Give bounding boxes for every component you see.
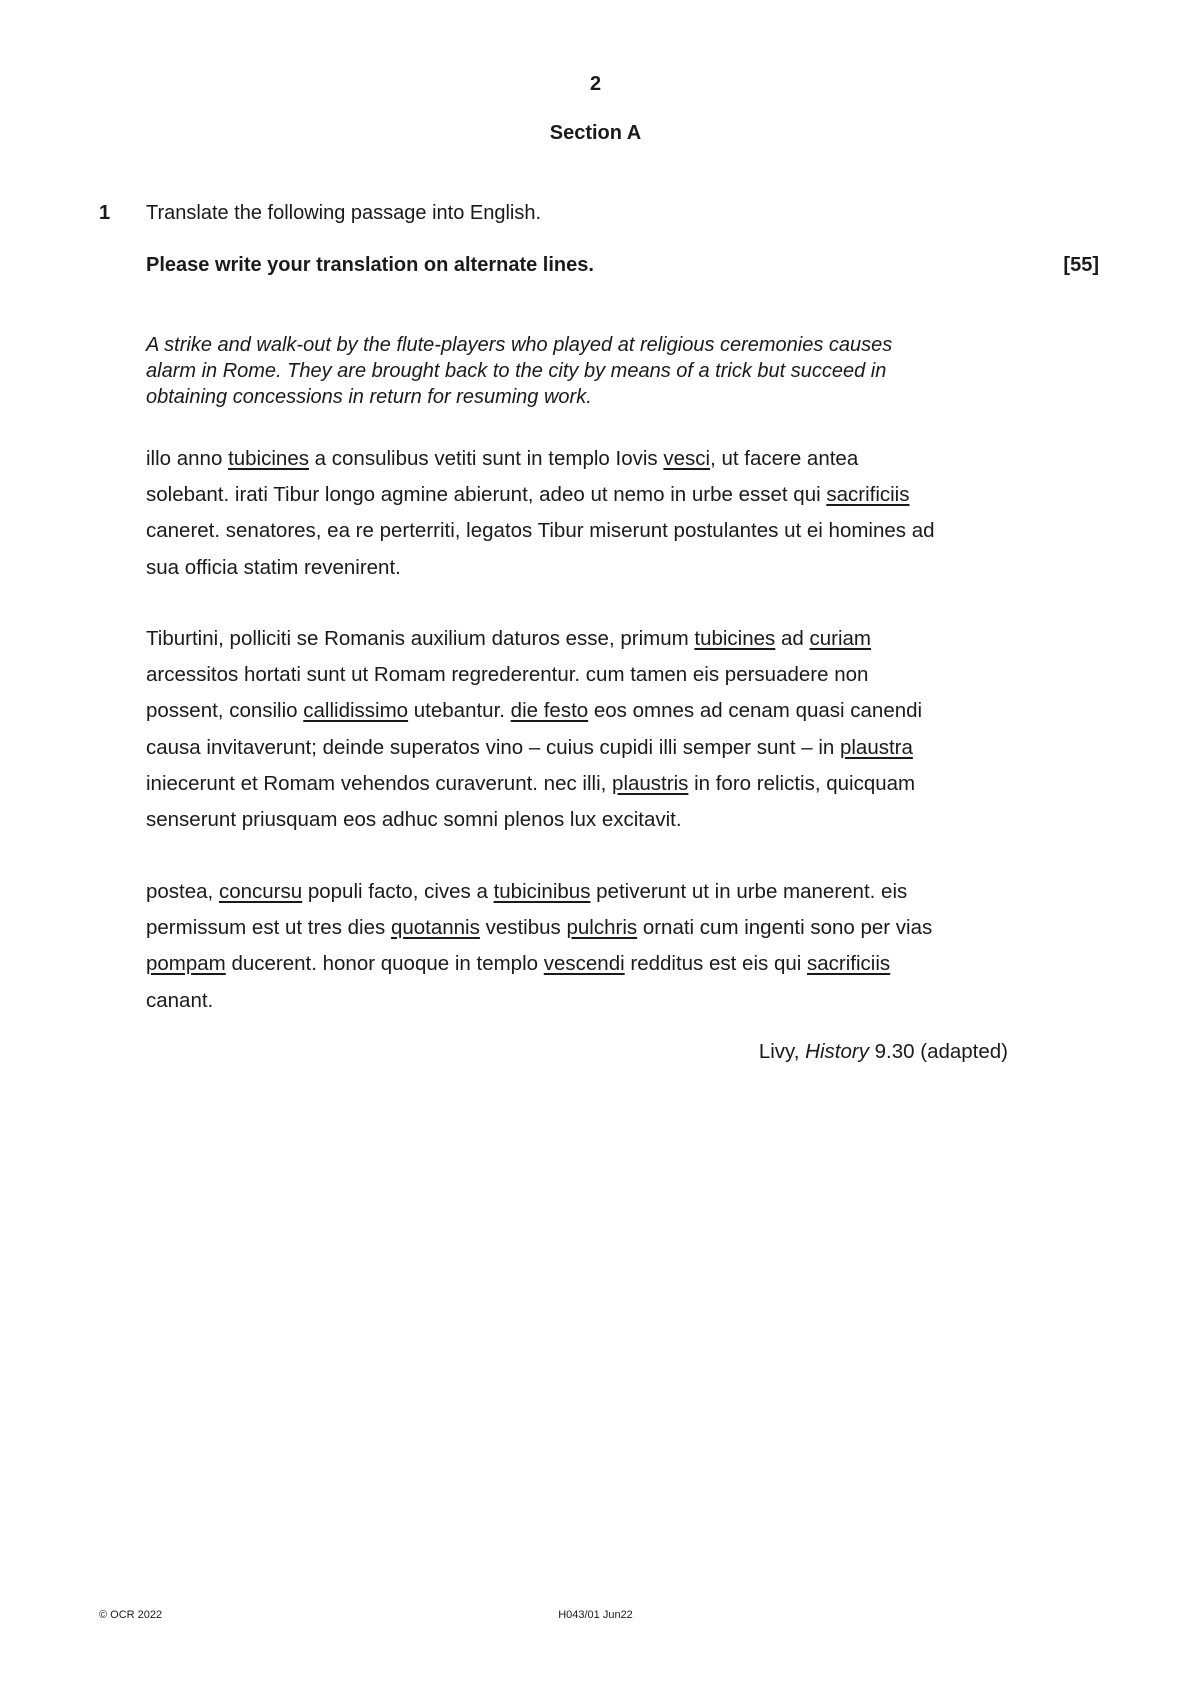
passage-text: Tiburtini, polliciti se Romanis auxilium daturos esse, primum (146, 627, 695, 650)
passage-line (146, 441, 1026, 477)
passage-line (146, 766, 1026, 802)
passage-text: possent, consilio (146, 699, 304, 723)
glossed-word: callidissimo (303, 699, 409, 723)
passage-text: , ut facere antea (710, 447, 859, 470)
intro-line: A strike and walk-out by the flute-players who played at religious ceremonies causes (146, 334, 893, 356)
latin-paragraph-1 (146, 441, 1026, 586)
passage-text: utebantur. (408, 699, 511, 723)
marks-allocation: [55] (1063, 254, 1099, 276)
passage-line (146, 477, 1026, 513)
citation-work: History (805, 1040, 869, 1063)
question-number: 1 (99, 202, 111, 224)
passage-line (146, 946, 1026, 982)
intro-line: alarm in Rome. They are brought back to the city by means of a trick but succeed in (146, 360, 887, 382)
passage-line (146, 693, 1026, 729)
passage-text: ad (775, 627, 810, 650)
section-title: Section A (549, 122, 642, 144)
passage-text: postea, (146, 880, 219, 903)
glossed-word: plaustra (839, 735, 913, 759)
glossed-word: tubicines (694, 627, 776, 650)
passage-line (146, 550, 1026, 586)
passage-text: senserunt priusquam eos adhuc somni plenos lux excitavit. (146, 808, 682, 832)
translation-instruction: Please write your translation on alternate lines. (146, 254, 594, 276)
citation-reference: 9.30 (adapted) (868, 1040, 1008, 1063)
passage-text: solebant. irati Tibur longo agmine abierunt, adeo ut nemo in urbe esset qui (146, 483, 827, 507)
citation-author: Livy, (758, 1040, 806, 1063)
latin-paragraph-2 (146, 621, 1026, 838)
glossed-word: sacrificiis (826, 483, 910, 507)
passage-line (146, 730, 1026, 766)
passage-text: sua officia statim revenirent. (146, 555, 401, 579)
passage-text: causa invitaverunt; deinde superatos vino – cuius cupidi illi semper sunt – in (146, 735, 840, 759)
passage-line (146, 657, 1026, 693)
glossed-word: die festo (510, 699, 589, 723)
glossed-word: vescendi (543, 952, 625, 976)
glossed-word: sacrificiis (807, 952, 891, 976)
glossed-word: pompam (146, 952, 226, 976)
passage-line (146, 874, 1026, 910)
passage-text: iniecerunt et Romam vehendos curaverunt. nec illi, (146, 771, 613, 795)
glossed-word: tubicinibus (493, 880, 591, 903)
question-instruction: Translate the following passage into English. (146, 202, 542, 224)
passage-line (146, 621, 1026, 657)
passage-text: canant. (146, 988, 214, 1012)
source-citation (759, 1040, 1008, 1064)
passage-text: in foro relictis, quicquam (688, 771, 916, 795)
glossed-word: tubicines (228, 447, 309, 470)
glossed-word: concursu (218, 880, 303, 903)
passage-text: illo anno (146, 447, 229, 470)
passage-text: arcessitos hortati sunt ut Romam regrederentur. cum tamen eis persuadere non (146, 663, 869, 687)
passage-line (146, 983, 1026, 1019)
passage-text: ornati cum ingenti sono per vias (637, 916, 933, 940)
passage-text: populi facto, cives a (302, 880, 494, 903)
glossed-word: curiam (809, 627, 872, 650)
passage-line (146, 802, 1026, 838)
intro-line: obtaining concessions in return for resuming work. (146, 386, 592, 408)
passage-text: ducerent. honor quoque in templo (225, 952, 544, 976)
passage-text: eos omnes ad cenam quasi canendi (588, 699, 923, 723)
passage-introduction (146, 332, 1006, 410)
passage-line (146, 910, 1026, 946)
passage-text: vestibus (479, 916, 567, 940)
passage-text: a consulibus vetiti sunt in templo Iovis (308, 447, 664, 470)
footer-copyright: © OCR 2022 (99, 1609, 163, 1621)
latin-paragraph-3 (146, 874, 1026, 1019)
passage-text: petiverunt ut in urbe manerent. eis (590, 880, 908, 903)
page-number: 2 (589, 73, 602, 95)
passage-text: redditus est eis qui (624, 952, 807, 976)
glossed-word: pulchris (566, 916, 638, 940)
passage-text: permissum est ut tres dies (146, 916, 391, 940)
passage-text: caneret. senatores, ea re perterriti, legatos Tibur miserunt postulantes ut ei homines ad (146, 519, 935, 543)
passage-line (146, 513, 1026, 549)
footer-paper-code: H043/01 Jun22 (558, 1609, 633, 1621)
glossed-word: quotannis (390, 916, 480, 940)
glossed-word: vesci (663, 447, 711, 470)
glossed-word: plaustris (612, 771, 689, 795)
